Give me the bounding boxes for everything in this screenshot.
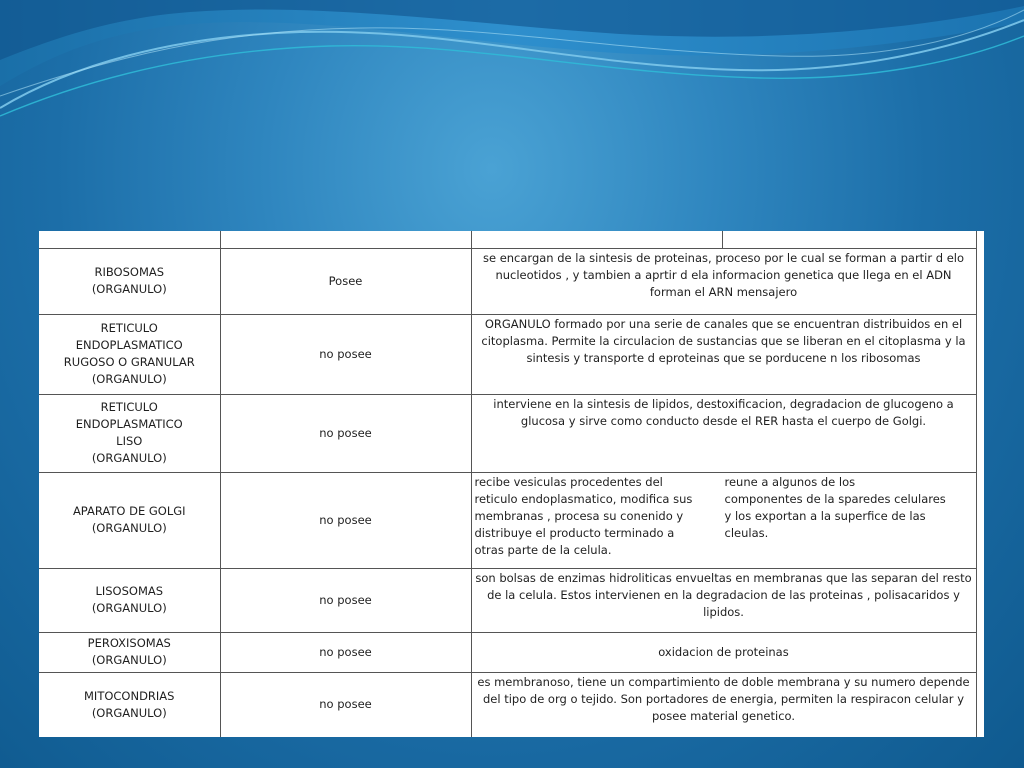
organelle-presence: no posee — [220, 672, 471, 737]
organelle-function: se encargan de la sintesis de proteinas, proceso por le cual se forman a partir d elo nucleotidos , y tambien a aprtir d ela informacion genetica que llega en el ADN forman el ARN mensajero — [471, 248, 976, 314]
organelle-presence: no posee — [220, 472, 471, 568]
organelle-function: ORGANULO formado por una serie de canales que se encuentran distribuidos en el citoplasma. Permite la circulacion de sustancias que se liberan en el citoplasma y la sintesis y transporte d eproteinas que se porducene n los ribosomas — [471, 314, 976, 394]
organelle-presence: Posee — [220, 248, 471, 314]
table-row — [39, 394, 976, 472]
cell-empty — [722, 231, 976, 248]
organelle-presence: no posee — [220, 632, 471, 672]
table-row — [39, 672, 976, 737]
cell-empty — [220, 231, 471, 248]
table-row-cut-off — [39, 231, 976, 248]
organelle-name: RETICULO ENDOPLASMATICO RUGOSO O GRANULAR (ORGANULO) — [39, 314, 220, 394]
cell-empty — [471, 231, 722, 248]
table-row — [39, 314, 976, 394]
organelle-presence: no posee — [220, 568, 471, 632]
organelle-function-part-a: recibe vesiculas procedentes del reticulo endoplasmatico, modifica sus membranas , procesa su conenido y distribuye el producto terminado a otras parte de la celula. — [474, 474, 693, 557]
organelle-function: son bolsas de enzimas hidroliticas envueltas en membranas que las separan del resto de la celula. Estos intervienen en la degradacion de las proteinas , polisacaridos y lipidos. — [471, 568, 976, 632]
organelle-function — [471, 472, 976, 568]
organelle-function: interviene en la sintesis de lipidos, destoxificacion, degradacion de glucogeno a glucosa y sirve como conducto desde el RER hasta el cuerpo de Golgi. — [471, 394, 976, 472]
table-row — [39, 632, 976, 672]
organelle-name: MITOCONDRIAS (ORGANULO) — [39, 672, 220, 737]
header-wave-decoration — [0, 0, 1024, 130]
organelle-function-part-b: reune a algunos de los componentes de la sparedes celulares y los exportan a la superfice de las cleulas. — [724, 474, 946, 540]
organelle-presence: no posee — [220, 314, 471, 394]
organelle-name: RIBOSOMAS (ORGANULO) — [39, 248, 220, 314]
cell-empty — [39, 231, 220, 248]
organelle-function: oxidacion de proteinas — [471, 632, 976, 672]
organelle-name: APARATO DE GOLGI (ORGANULO) — [39, 472, 220, 568]
table-row — [39, 472, 976, 568]
table-row — [39, 568, 976, 632]
organelles-table — [39, 231, 977, 737]
organelle-presence: no posee — [220, 394, 471, 472]
organelle-name: PEROXISOMAS (ORGANULO) — [39, 632, 220, 672]
organelle-name: RETICULO ENDOPLASMATICO LISO (ORGANULO) — [39, 394, 220, 472]
organelle-function: es membranoso, tiene un compartimiento de doble membrana y su numero depende del tipo de org o tejido. Son portadores de energia, permiten la respiracon celular y posee material genetico. — [471, 672, 976, 737]
organelle-name: LISOSOMAS (ORGANULO) — [39, 568, 220, 632]
table-row — [39, 248, 976, 314]
table-sheet — [39, 231, 984, 737]
table-right-border — [976, 231, 977, 737]
